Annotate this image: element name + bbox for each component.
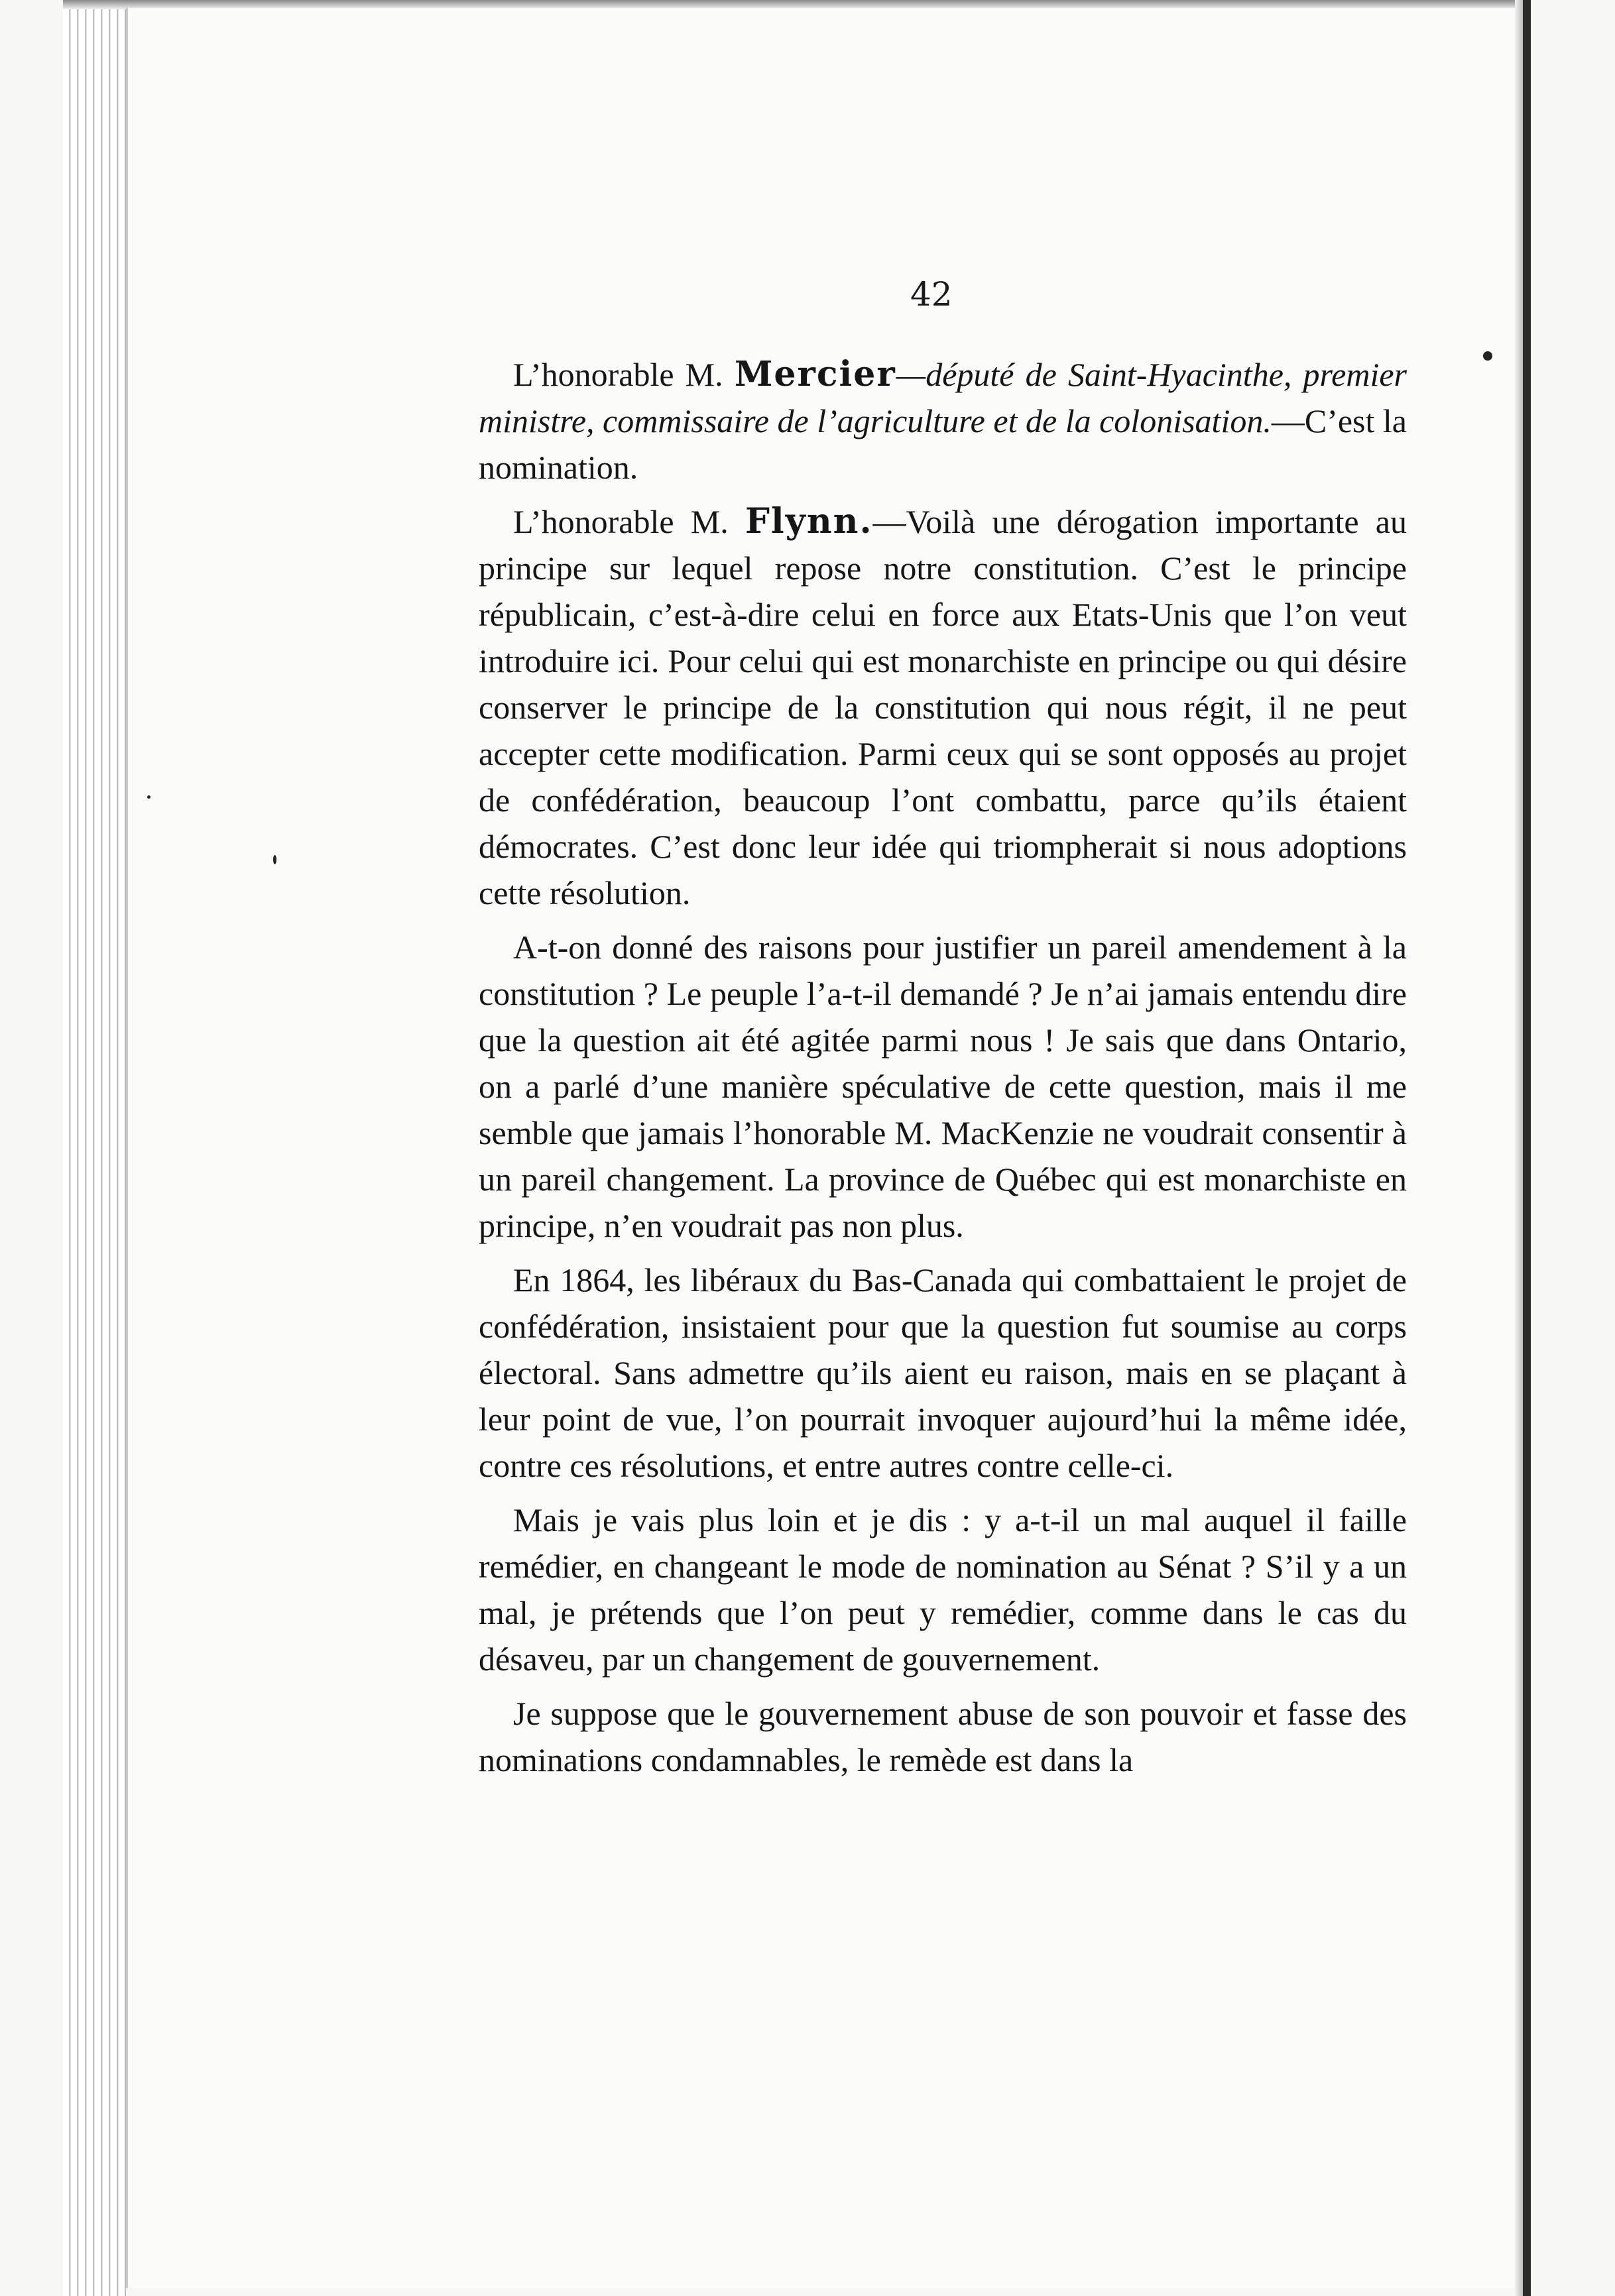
speaker-prefix: L’honorable M. xyxy=(513,503,745,540)
paragraph-text: —Voilà une dérogation importante au principe sur lequel repose notre constitution. C’est le principe républicain, c’est-à-dire celui en force aux Etats-Unis que l’on veut introduire ici. Pour celui qui est monarchiste en principe ou qui désire conserver le principe de la constitution qui nous régit, il ne peut accepter cette modification. Parmi ceux qui se sont opposés au projet de confédération, beaucoup l’ont combattu, parce qu’ils étaient démocrates. C’est donc leur idée qui triompherait si nous adoptions cette résolution. xyxy=(479,503,1407,911)
paragraph-text: —C’est la nomination. xyxy=(479,402,1407,486)
body-text xyxy=(479,351,1407,1791)
paragraph-mercier xyxy=(479,351,1407,490)
scan-speck xyxy=(273,855,276,864)
paragraph: A-t-on donné des raisons pour justifier un pareil amendement à la constitution ? Le peuple l’a-t-il demandé ? Je n’ai jamais entendu dire que la question ait été agitée parmi nous ! Je sais que dans Ontario, on a parlé d’une manière spéculative de cette question, mais il me semble que jamais l’honorable M. MacKenzie ne voudrait consentir à un pareil changement. La province de Québec qui est monarchiste en principe, n’en voudrait pas non plus. xyxy=(479,929,1407,1244)
paragraph: En 1864, les libéraux du Bas-Canada qui combattaient le projet de confédération, insistaient pour que la question fut soumise au corps électoral. Sans admettre qu’ils aient eu raison, mais en se plaçant à leur point de vue, l’on pourrait invoquer aujourd’hui la même idée, contre ces résolutions, et entre autres contre celle-ci. xyxy=(479,1261,1407,1484)
speaker-role: —député de Saint-Hyacinthe, premier ministre, commissaire de l’agriculture et de la colonisation. xyxy=(479,356,1407,439)
speaker-prefix: L’honorable M. xyxy=(513,356,735,393)
page-stack-edges xyxy=(63,0,126,2296)
speaker-name-flynn: Flynn. xyxy=(745,501,873,542)
scan-speck xyxy=(147,795,150,799)
paragraph-flynn xyxy=(479,498,1407,916)
paragraph: Je suppose que le gouvernement abuse de son pouvoir et fasse des nominations condamnables, le remède est dans la xyxy=(479,1695,1407,1778)
scan-speck xyxy=(1483,351,1492,361)
speaker-name-mercier: Mercier xyxy=(734,354,896,394)
paragraph: Mais je vais plus loin et je dis : y a-t-il un mal auquel il faille remédier, en changeant le mode de nomination au Sénat ? S’il y a un mal, je prétends que l’on peut y remédier, comme dans le cas du désaveu, par un changement de gouvernement. xyxy=(479,1501,1407,1678)
binding-shadow xyxy=(1515,0,1523,2296)
page-number: 42 xyxy=(910,275,953,314)
scan-right-border xyxy=(1523,0,1531,2296)
